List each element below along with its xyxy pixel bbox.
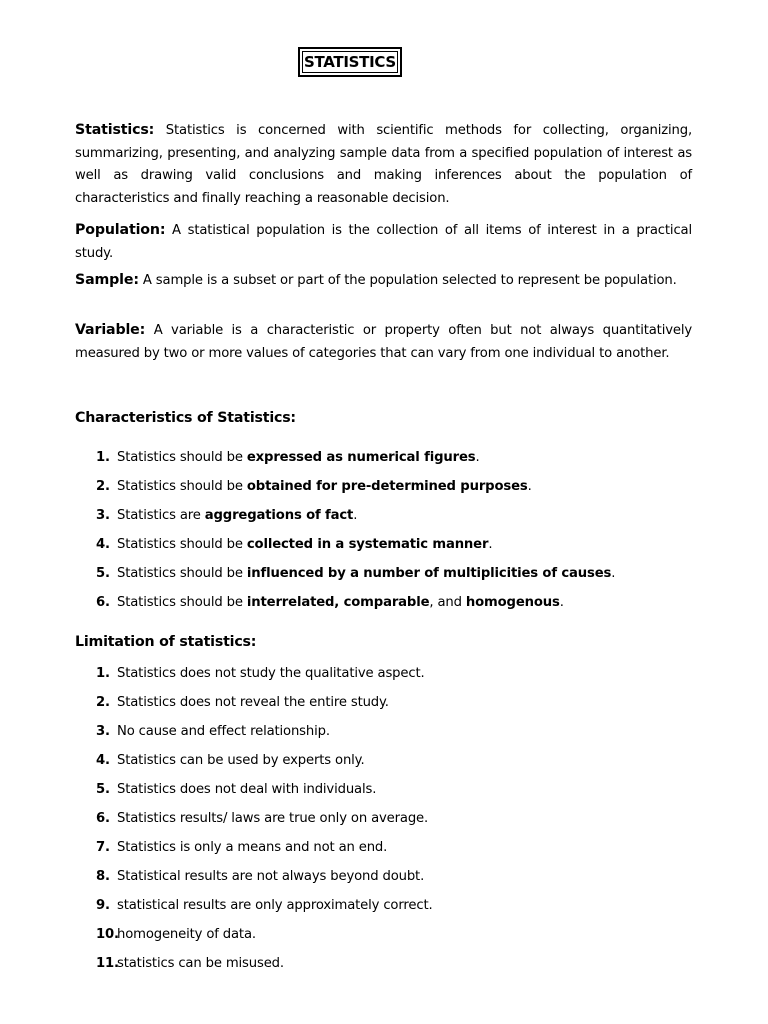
list-number: 1.	[96, 666, 110, 681]
list-text: Statistics should be	[117, 566, 247, 581]
list-number: 8.	[96, 869, 110, 884]
list-item	[75, 954, 433, 983]
list-item	[75, 448, 615, 477]
definition-population	[75, 219, 692, 265]
characteristics-list	[75, 448, 615, 622]
list-emphasis: interrelated, comparable	[246, 595, 430, 610]
list-number: 3.	[96, 508, 110, 523]
list-text: Statistics does not study the qualitative aspect.	[117, 666, 425, 681]
definition-text: A statistical population is the collection of all items of interest in a practical study.	[75, 223, 692, 261]
list-number: 11.	[96, 956, 119, 971]
list-emphasis: aggregations of fact	[204, 508, 354, 523]
list-text: .	[559, 595, 564, 610]
list-text: homogeneity of data.	[117, 927, 256, 942]
list-number: 9.	[96, 898, 110, 913]
list-text: Statistics should be	[117, 537, 247, 552]
list-text: Statistics are	[117, 508, 205, 523]
definition-term: Statistics:	[75, 122, 155, 138]
list-number: 7.	[96, 840, 110, 855]
list-number: 5.	[96, 782, 110, 797]
list-number: 10.	[96, 927, 119, 942]
definition-sample	[75, 269, 692, 293]
list-number: 5.	[96, 566, 110, 581]
page-title: STATISTICS	[304, 53, 396, 71]
list-number: 6.	[96, 595, 110, 610]
definition-text: A sample is a subset or part of the population selected to represent be population.	[142, 273, 677, 288]
list-item	[75, 535, 615, 564]
list-number: 1.	[96, 450, 110, 465]
list-item	[75, 506, 615, 535]
list-text: Statistics results/ laws are true only on average.	[117, 811, 429, 826]
list-item	[75, 838, 433, 867]
list-number: 4.	[96, 537, 110, 552]
list-item	[75, 925, 433, 954]
definition-term: Variable:	[75, 322, 146, 338]
definition-text: Statistics is concerned with scientific methods for collecting, organizing, summarizing, presenting, and analyzing sample data from a specified population of interest as well as drawing valid conclusions and making inferences about the population of characteristics and finally reaching a reasonable decision.	[75, 123, 692, 206]
list-item	[75, 780, 433, 809]
list-item	[75, 722, 433, 751]
list-item	[75, 809, 433, 838]
list-text: Statistics should be	[117, 595, 247, 610]
list-item	[75, 751, 433, 780]
definition-statistics	[75, 119, 692, 210]
list-text: Statistics should be	[117, 450, 247, 465]
list-text: statistical results are only approximately correct.	[117, 898, 433, 913]
limitations-list	[75, 664, 433, 983]
definition-term: Sample:	[75, 272, 139, 288]
list-text: Statistical results are not always beyond doubt.	[117, 869, 425, 884]
characteristics-heading: Characteristics of Statistics:	[75, 410, 296, 426]
list-text: .	[611, 566, 616, 581]
list-text: No cause and effect relationship.	[117, 724, 330, 739]
definition-text: A variable is a characteristic or property often but not always quantitatively measured by two or more values of categories that can vary from one individual to another.	[75, 323, 692, 361]
limitations-heading: Limitation of statistics:	[75, 634, 257, 650]
list-text: .	[527, 479, 532, 494]
list-emphasis: obtained for pre-determined purposes	[246, 479, 528, 494]
list-text: Statistics can be used by experts only.	[117, 753, 365, 768]
list-item	[75, 896, 433, 925]
list-text: Statistics does not reveal the entire study.	[117, 695, 389, 710]
list-text: .	[488, 537, 493, 552]
list-number: 2.	[96, 695, 110, 710]
list-text: .	[353, 508, 358, 523]
title-box	[298, 47, 402, 77]
list-emphasis: collected in a systematic manner	[246, 537, 489, 552]
list-text: statistics can be misused.	[117, 956, 284, 971]
list-number: 2.	[96, 479, 110, 494]
list-item	[75, 693, 433, 722]
list-item	[75, 593, 615, 622]
list-text: Statistics does not deal with individuals.	[117, 782, 377, 797]
list-item	[75, 477, 615, 506]
definition-term: Population:	[75, 222, 166, 238]
list-text: Statistics is only a means and not an end.	[117, 840, 388, 855]
list-emphasis: homogenous	[465, 595, 560, 610]
list-text: Statistics should be	[117, 479, 247, 494]
list-item	[75, 664, 433, 693]
definition-variable	[75, 319, 692, 365]
list-item	[75, 867, 433, 896]
list-text: .	[475, 450, 480, 465]
list-number: 3.	[96, 724, 110, 739]
list-text: , and	[429, 595, 466, 610]
list-number: 4.	[96, 753, 110, 768]
list-emphasis: influenced by a number of multiplicities of causes	[246, 566, 612, 581]
list-number: 6.	[96, 811, 110, 826]
list-emphasis: expressed as numerical figures	[246, 450, 476, 465]
list-item	[75, 564, 615, 593]
